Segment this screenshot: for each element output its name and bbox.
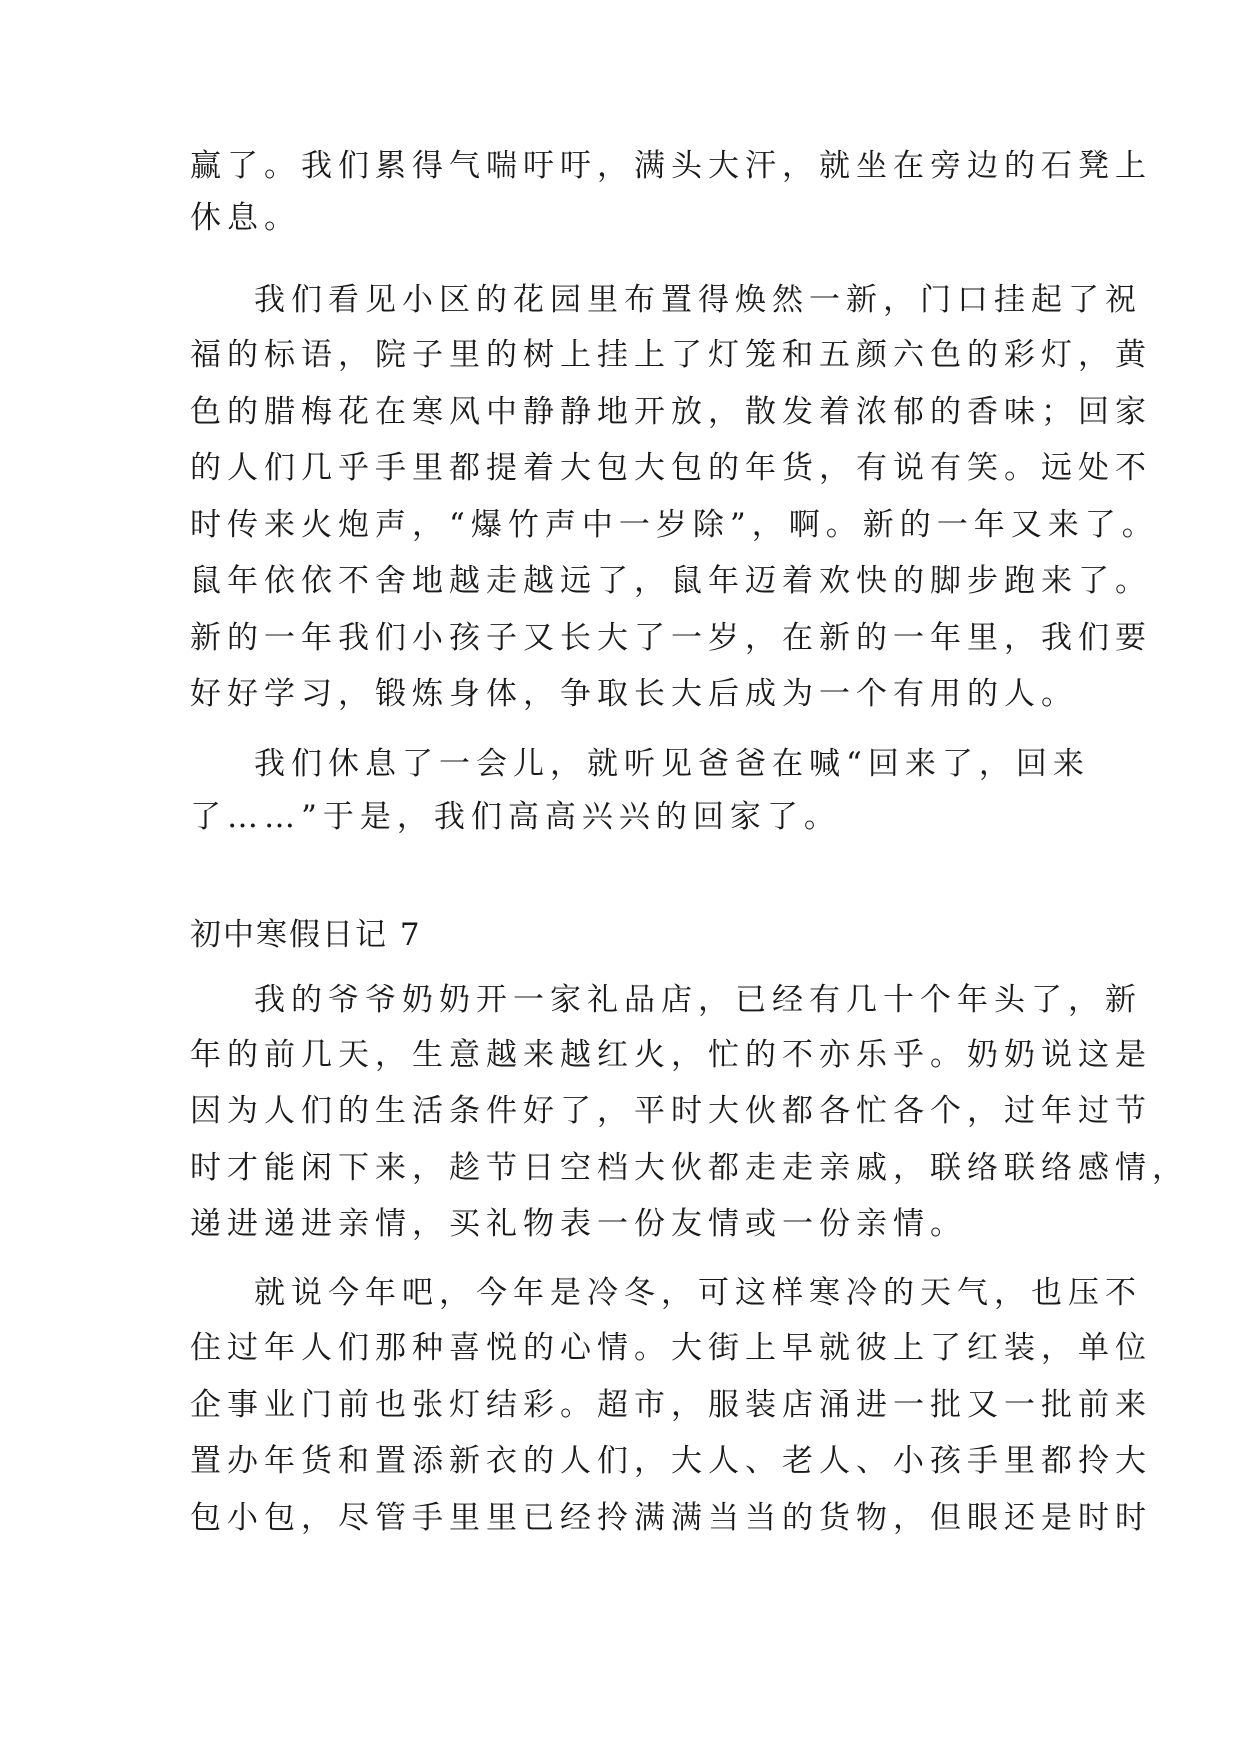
text-line: 住过年人们那种喜悦的心情。大街上早就彼上了红装，单位: [190, 1330, 1152, 1366]
paragraph-start-line: 我的爷爷奶奶开一家礼品店，已经有几十个年头了，新: [254, 982, 1142, 1018]
section-title: 初中寒假日记 7: [190, 917, 422, 953]
text-line: 新的一年我们小孩子又长大了一岁，在新的一年里，我们要: [190, 620, 1152, 656]
paragraph-start-line: 我们休息了一会儿，就听见爸爸在喊“回来了，回来: [254, 746, 1090, 782]
text-line: 包小包，尽管手里里已经拎满满当当的货物，但眼还是时时: [190, 1500, 1152, 1536]
text-line: 了……”于是，我们高高兴兴的回家了。: [190, 799, 841, 835]
text-line: 色的腊梅花在寒风中静静地开放，散发着浓郁的香味；回家: [190, 394, 1152, 430]
text-line: 递进递进亲情，买礼物表一份友情或一份亲情。: [190, 1206, 967, 1242]
text-line: 福的标语，院子里的树上挂上了灯笼和五颜六色的彩灯，黄: [190, 337, 1152, 373]
text-line: 鼠年依依不舍地越走越远了，鼠年迈着欢快的脚步跑来了。: [190, 563, 1152, 599]
text-line: 休息。: [190, 200, 301, 236]
text-line: 好好学习，锻炼身体，争取长大后成为一个有用的人。: [190, 676, 1078, 712]
text-line: 年的前几天，生意越来越红火，忙的不亦乐乎。奶奶说这是: [190, 1037, 1152, 1073]
text-line: 赢了。我们累得气喘吁吁，满头大汗，就坐在旁边的石凳上: [190, 148, 1152, 184]
text-line: 企事业门前也张灯结彩。超市，服装店涌进一批又一批前来: [190, 1387, 1152, 1423]
text-line: 时传来火炮声，“爆竹声中一岁除”，啊。新的一年又来了。: [190, 507, 1159, 543]
paragraph-start-line: 就说今年吧，今年是冷冬，可这样寒冷的天气，也压不: [254, 1275, 1142, 1311]
paragraph-start-line: 我们看见小区的花园里布置得焕然一新，门口挂起了祝: [254, 282, 1142, 318]
text-line: 因为人们的生活条件好了，平时大伙都各忙各个，过年过节: [190, 1093, 1152, 1129]
text-line: 的人们几乎手里都提着大包大包的年货，有说有笑。远处不: [190, 450, 1152, 486]
text-line: 置办年货和置添新衣的人们，大人、老人、小孩手里都拎大: [190, 1443, 1152, 1479]
text-line: 时才能闲下来，趁节日空档大伙都走走亲戚，联络联络感情，: [190, 1150, 1189, 1186]
